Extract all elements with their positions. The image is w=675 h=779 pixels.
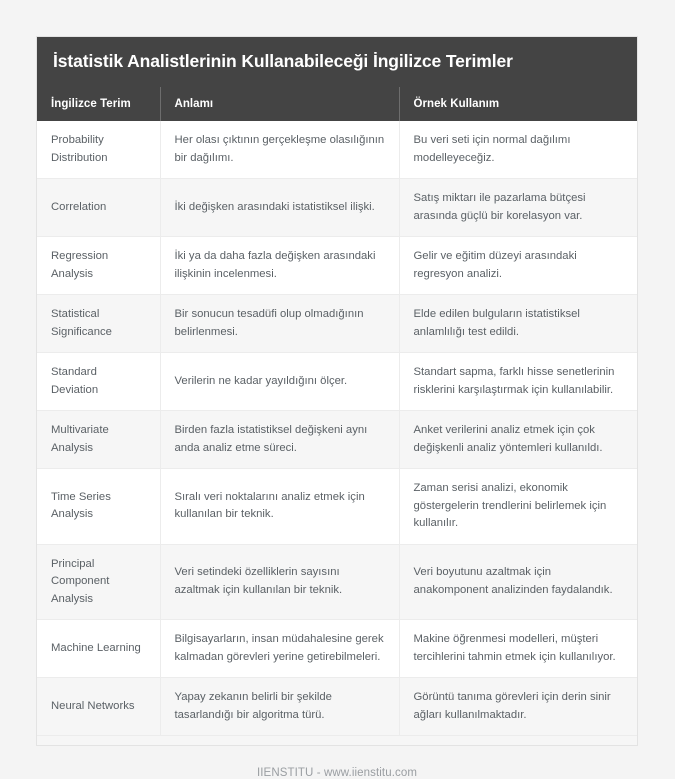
cell-example: Veri boyutunu azaltmak için anakomponent analizinden faydalandık. <box>399 544 637 620</box>
terms-table-card <box>36 36 638 746</box>
column-header-example: Örnek Kullanım <box>399 87 637 121</box>
table-row <box>37 237 637 295</box>
cell-meaning: İki ya da daha fazla değişken arasındaki ilişkinin incelenmesi. <box>160 237 399 295</box>
cell-term: Time Series Analysis <box>37 469 160 545</box>
cell-term: Correlation <box>37 179 160 237</box>
cell-example: Elde edilen bulguların istatistiksel anlamlılığı test edildi. <box>399 295 637 353</box>
cell-meaning: Yapay zekanın belirli bir şekilde tasarlandığı bir algoritma türü. <box>160 678 399 736</box>
table-row <box>37 469 637 545</box>
cell-meaning: Sıralı veri noktalarını analiz etmek için kullanılan bir teknik. <box>160 469 399 545</box>
table-row <box>37 179 637 237</box>
cell-term: Standard Deviation <box>37 353 160 411</box>
cell-meaning: Veri setindeki özelliklerin sayısını azaltmak için kullanılan bir teknik. <box>160 544 399 620</box>
table-row <box>37 121 637 179</box>
table-body <box>37 121 637 735</box>
cell-example: Görüntü tanıma görevleri için derin sinir ağları kullanılmaktadır. <box>399 678 637 736</box>
cell-example: Zaman serisi analizi, ekonomik göstergelerin trendlerini belirlemek için kullanılır. <box>399 469 637 545</box>
table-row <box>37 678 637 736</box>
table-row <box>37 620 637 678</box>
cell-meaning: Verilerin ne kadar yayıldığını ölçer. <box>160 353 399 411</box>
cell-term: Regression Analysis <box>37 237 160 295</box>
footer-attribution: IIENSTITU - www.iienstitu.com <box>256 767 418 779</box>
cell-example: Gelir ve eğitim düzeyi arasındaki regresyon analizi. <box>399 237 637 295</box>
table-bottom-strip <box>37 735 637 745</box>
terms-table <box>37 87 637 735</box>
cell-term: Statistical Significance <box>37 295 160 353</box>
cell-term: Principal Component Analysis <box>37 544 160 620</box>
cell-term: Multivariate Analysis <box>37 411 160 469</box>
table-header <box>37 87 637 121</box>
cell-example: Standart sapma, farklı hisse senetlerinin risklerini karşılaştırmak için kullanılabilir. <box>399 353 637 411</box>
cell-example: Bu veri seti için normal dağılımı modelleyeceğiz. <box>399 121 637 179</box>
cell-term: Probability Distribution <box>37 121 160 179</box>
table-row <box>37 411 637 469</box>
table-row <box>37 353 637 411</box>
column-header-meaning: Anlamı <box>160 87 399 121</box>
cell-term: Neural Networks <box>37 678 160 736</box>
cell-meaning: Her olası çıktının gerçekleşme olasılığının bir dağılımı. <box>160 121 399 179</box>
table-row <box>37 295 637 353</box>
cell-term: Machine Learning <box>37 620 160 678</box>
cell-example: Satış miktarı ile pazarlama bütçesi arasında güçlü bir korelasyon var. <box>399 179 637 237</box>
page-title: İstatistik Analistlerinin Kullanabileceği İngilizce Terimler <box>37 37 637 87</box>
cell-example: Anket verilerini analiz etmek için çok değişkenli analiz yöntemleri kullanıldı. <box>399 411 637 469</box>
table-header-row <box>37 87 637 121</box>
column-header-term: İngilizce Terim <box>37 87 160 121</box>
cell-example: Makine öğrenmesi modelleri, müşteri tercihlerini tahmin etmek için kullanılıyor. <box>399 620 637 678</box>
cell-meaning: Bilgisayarların, insan müdahalesine gerek kalmadan görevleri yerine getirebilmeleri. <box>160 620 399 678</box>
cell-meaning: İki değişken arasındaki istatistiksel ilişki. <box>160 179 399 237</box>
cell-meaning: Bir sonucun tesadüfi olup olmadığının belirlenmesi. <box>160 295 399 353</box>
table-row <box>37 544 637 620</box>
cell-meaning: Birden fazla istatistiksel değişkeni aynı anda analiz etme süreci. <box>160 411 399 469</box>
